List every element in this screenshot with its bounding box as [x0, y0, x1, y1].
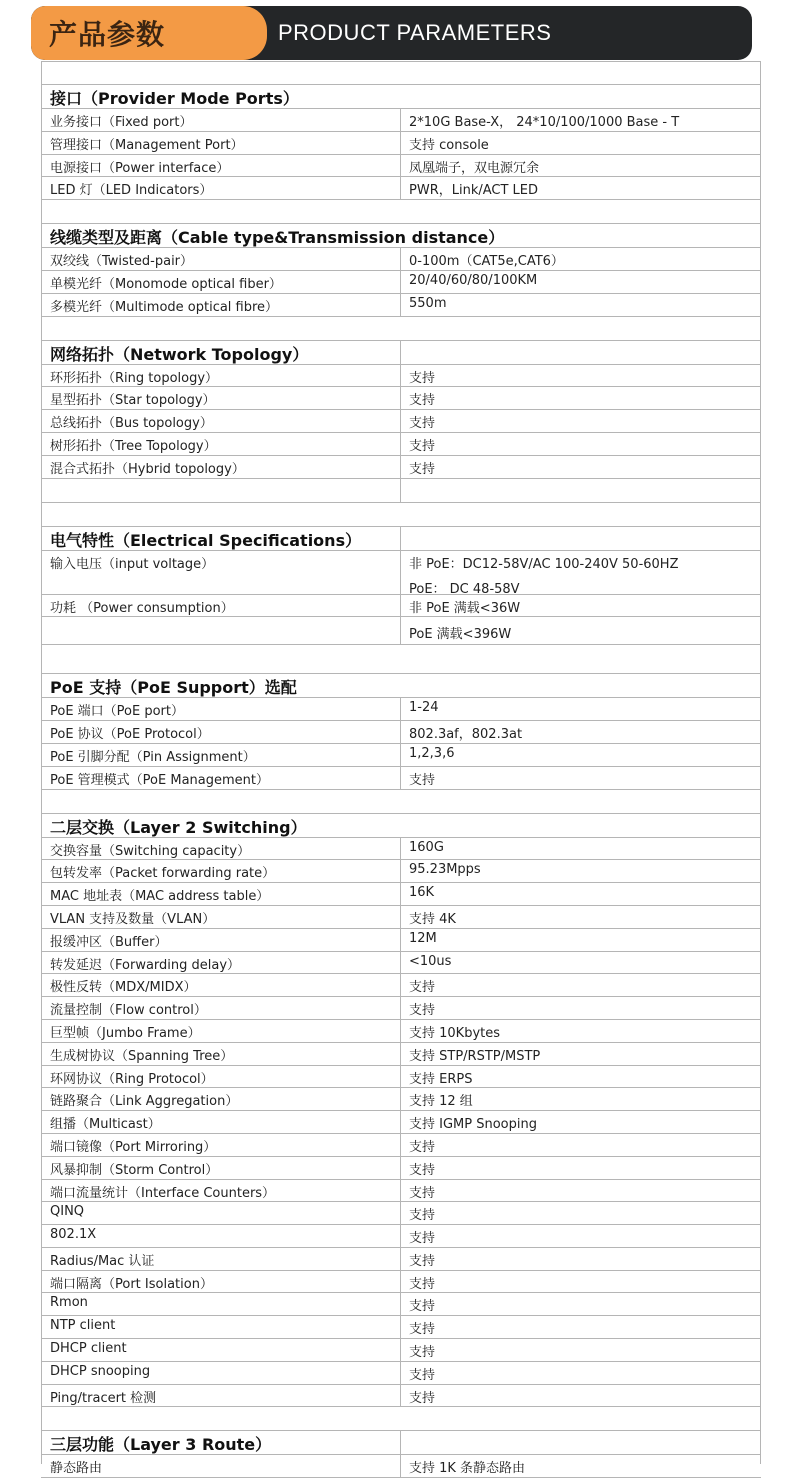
spec-label: NTP client [41, 1316, 401, 1338]
section-title-text: 接口（Provider Mode Ports） [50, 89, 299, 108]
spec-label: 总线拓扑（Bus topology） [41, 410, 401, 432]
spec-value: 16K [409, 885, 435, 901]
spec-value: 1-24 [409, 700, 439, 716]
spec-value: 802.3af，802.3at [409, 727, 523, 743]
banner-title-en: PRODUCT PARAMETERS [278, 20, 552, 45]
spec-row [41, 1385, 761, 1408]
spec-row-input-voltage [41, 551, 761, 595]
spec-value: 支持 [409, 1162, 436, 1178]
spec-row [41, 860, 761, 883]
section-title [41, 224, 761, 248]
spec-value: 支持 12 组 [409, 1094, 473, 1110]
spec-row [41, 1111, 761, 1134]
spec-label: 极性反转（MDX/MIDX） [41, 974, 401, 996]
spec-value: 支持 [409, 1345, 436, 1361]
spec-value: 支持 [409, 1276, 436, 1292]
spec-row [41, 1180, 761, 1203]
header-banner [31, 6, 752, 60]
spec-label: 输入电压（input voltage） [41, 551, 401, 594]
spec-label: 风暴抑制（Storm Control） [41, 1157, 401, 1179]
spec-label: PoE 端口（PoE port） [41, 698, 401, 720]
spec-label [41, 200, 401, 223]
spec-row [41, 1248, 761, 1271]
spec-value [401, 551, 761, 594]
spec-row [41, 1293, 761, 1316]
spec-row [41, 838, 761, 861]
spec-row-power-poe [41, 617, 761, 645]
spec-label: 交换容量（Switching capacity） [41, 838, 401, 860]
spec-label [41, 645, 401, 673]
spec-value: 支持 [409, 772, 436, 788]
spec-label: VLAN 支持及数量（VLAN） [41, 906, 401, 928]
spec-value: 支持 4K [409, 911, 456, 927]
spec-row [41, 1043, 761, 1066]
spec-label [41, 61, 401, 84]
spec-label [41, 1407, 401, 1430]
section-title-text: 网络拓扑（Network Topology） [41, 341, 401, 364]
spec-label: 链路聚合（Link Aggregation） [41, 1088, 401, 1110]
spec-row [41, 155, 761, 178]
spec-label [41, 317, 401, 340]
spec-value: 550m [409, 295, 447, 311]
spec-value: 支持 1K 条静态路由 [409, 1461, 526, 1477]
section-title-text: 二层交换（Layer 2 Switching） [50, 817, 307, 837]
spec-label: 树形拓扑（Tree Topology） [41, 433, 401, 455]
spec-row [41, 387, 761, 410]
spec-value: 支持 [409, 393, 436, 409]
spec-label: 环网协议（Ring Protocol） [41, 1066, 401, 1088]
spec-label: DHCP snooping [41, 1362, 401, 1384]
spec-label: 巨型帧（Jumbo Frame） [41, 1020, 401, 1042]
spec-value: 凤凰端子，双电源冗余 [409, 160, 540, 176]
spacer-row [41, 61, 761, 85]
spec-row [41, 248, 761, 271]
spec-label: 星型拓扑（Star topology） [41, 387, 401, 409]
spec-row [41, 952, 761, 975]
spec-value: 支持 [409, 438, 436, 454]
spec-label [41, 479, 401, 502]
spec-label: 流量控制（Flow control） [41, 997, 401, 1019]
spec-label: Rmon [41, 1293, 401, 1315]
spec-row [41, 883, 761, 906]
spec-row [41, 698, 761, 721]
spec-row [41, 1225, 761, 1248]
spec-value: 支持 [409, 1185, 436, 1201]
spec-label: 多模光纤（Multimode optical fibre） [41, 294, 401, 316]
spec-label [41, 617, 401, 644]
spec-row [41, 929, 761, 952]
section-title [41, 1431, 761, 1455]
spec-label [41, 790, 401, 813]
spec-row [41, 1066, 761, 1089]
section-title-text: 线缆类型及距离（Cable type&Transmission distance） [50, 228, 505, 248]
spec-label: 电源接口（Power interface） [41, 155, 401, 177]
spec-value [401, 317, 761, 340]
spec-label: 端口镜像（Port Mirroring） [41, 1134, 401, 1156]
spec-label: 端口隔离（Port Isolation） [41, 1271, 401, 1293]
spec-row [41, 1020, 761, 1043]
spec-row [41, 721, 761, 744]
spec-value: 支持 [409, 416, 436, 432]
spec-value [401, 527, 761, 550]
spec-value: PWR，Link/ACT LED [409, 183, 539, 199]
banner-title-cn: 产品参数 [31, 6, 267, 60]
spec-value: 支持 STP/RSTP/MSTP [409, 1048, 541, 1064]
spec-row [41, 109, 761, 132]
spec-value [401, 1431, 761, 1454]
spec-value: 1,2,3,6 [409, 745, 455, 761]
spec-value: 12M [409, 930, 437, 946]
spec-row [41, 1339, 761, 1362]
spec-value: PoE 满载<396W [409, 627, 512, 643]
spec-label: 功耗 （Power consumption） [41, 595, 401, 617]
spec-value [401, 200, 761, 223]
spec-label: DHCP client [41, 1339, 401, 1361]
spec-row [41, 1157, 761, 1180]
spec-value [401, 341, 761, 364]
spec-row [41, 294, 761, 317]
spec-row [41, 974, 761, 997]
spec-value: 支持 [409, 980, 436, 996]
spec-row [41, 906, 761, 929]
spec-value: 支持 console [409, 137, 489, 153]
spec-label: 组播（Multicast） [41, 1111, 401, 1133]
spec-value [401, 645, 761, 673]
spec-value: 支持 [409, 1139, 436, 1155]
section-title-text: 三层功能（Layer 3 Route） [41, 1431, 401, 1454]
spec-label: 双绞线（Twisted-pair） [41, 248, 401, 270]
spec-row [41, 433, 761, 456]
spec-row [41, 1088, 761, 1111]
spacer-row [41, 790, 761, 814]
section-title [41, 674, 761, 698]
spec-label: LED 灯（LED Indicators） [41, 177, 401, 199]
spec-row [41, 1202, 761, 1225]
spec-row-power [41, 595, 761, 618]
spec-row [41, 744, 761, 767]
spec-value: 支持 [409, 1231, 436, 1247]
spec-label: 业务接口（Fixed port） [41, 109, 401, 131]
spec-label: 单模光纤（Monomode optical fiber） [41, 271, 401, 293]
spec-row [41, 365, 761, 388]
spec-row [41, 767, 761, 790]
spec-value: 支持 10Kbytes [409, 1025, 501, 1041]
spec-value [401, 1407, 761, 1430]
spec-label: 转发延迟（Forwarding delay） [41, 952, 401, 974]
spec-value: 支持 [409, 1253, 436, 1269]
spec-label: 混合式拓扑（Hybrid topology） [41, 456, 401, 478]
spec-row [41, 1316, 761, 1339]
spec-value: <10us [409, 953, 452, 969]
section-title [41, 814, 761, 838]
spacer-row [41, 200, 761, 224]
spec-value [401, 503, 761, 526]
spec-value [401, 61, 761, 84]
spec-value: 支持 [409, 1390, 436, 1406]
spec-label: 静态路由 [41, 1455, 401, 1477]
voltage-line-1: 非 PoE：DC12-58V/AC 100-240V 50-60HZ [409, 556, 679, 572]
spec-value: 支持 [409, 1208, 436, 1224]
spec-value: 0-100m（CAT5e,CAT6） [409, 254, 564, 270]
spec-value: 支持 ERPS [409, 1071, 473, 1087]
spec-label: 环形拓扑（Ring topology） [41, 365, 401, 387]
spec-label: PoE 协议（PoE Protocol） [41, 721, 401, 743]
spec-label: 报缓冲区（Buffer） [41, 929, 401, 951]
spec-value: 支持 [409, 1299, 436, 1315]
spec-value: 支持 [409, 1367, 436, 1383]
spec-value: 支持 [409, 370, 436, 386]
spec-label [41, 503, 401, 526]
spec-value: 非 PoE 满载<36W [409, 600, 521, 616]
spec-value: 160G [409, 839, 444, 855]
spec-label: 端口流量统计（Interface Counters） [41, 1180, 401, 1202]
spec-value: 支持 [409, 1003, 436, 1019]
spacer-row [41, 645, 761, 674]
spec-row [41, 456, 761, 479]
spec-row [41, 997, 761, 1020]
spec-value: 2*10G Base-X， 24*10/100/1000 Base - T [409, 115, 680, 130]
spec-row [41, 271, 761, 294]
spec-row [41, 1271, 761, 1294]
spec-label: PoE 引脚分配（Pin Assignment） [41, 744, 401, 766]
section-title-text: PoE 支持（PoE Support）选配 [50, 678, 297, 698]
spec-label: 生成树协议（Spanning Tree） [41, 1043, 401, 1065]
spec-row [41, 1455, 761, 1478]
spec-label: PoE 管理模式（PoE Management） [41, 767, 401, 789]
spec-value: 支持 [409, 1322, 436, 1338]
spec-label: 包转发率（Packet forwarding rate） [41, 860, 401, 882]
spec-label: MAC 地址表（MAC address table） [41, 883, 401, 905]
section-title [41, 341, 761, 365]
spacer-row [41, 317, 761, 341]
spacer-row-split [41, 479, 761, 503]
spec-table [41, 61, 761, 1478]
spec-label: 管理接口（Management Port） [41, 132, 401, 154]
section-title [41, 527, 761, 551]
spec-label: QINQ [41, 1202, 401, 1224]
spec-value [401, 479, 761, 502]
spec-row [41, 410, 761, 433]
section-title [41, 85, 761, 109]
spec-label: Ping/tracert 检测 [41, 1385, 401, 1407]
spec-value: 95.23Mpps [409, 862, 481, 878]
spec-value [401, 790, 761, 813]
spec-label: 802.1X [41, 1225, 401, 1247]
spacer-row [41, 1407, 761, 1431]
spec-row [41, 177, 761, 200]
voltage-line-2: PoE： DC 48-58V [409, 581, 520, 594]
section-title-text: 电气特性（Electrical Specifications） [41, 527, 401, 550]
spec-value: 支持 IGMP Snooping [409, 1117, 537, 1133]
spec-value: 20/40/60/80/100KM [409, 272, 538, 288]
spec-label: Radius/Mac 认证 [41, 1248, 401, 1270]
spec-row [41, 1134, 761, 1157]
spec-row [41, 1362, 761, 1385]
spec-row [41, 132, 761, 155]
spec-value: 支持 [409, 461, 436, 477]
spacer-row [41, 503, 761, 527]
